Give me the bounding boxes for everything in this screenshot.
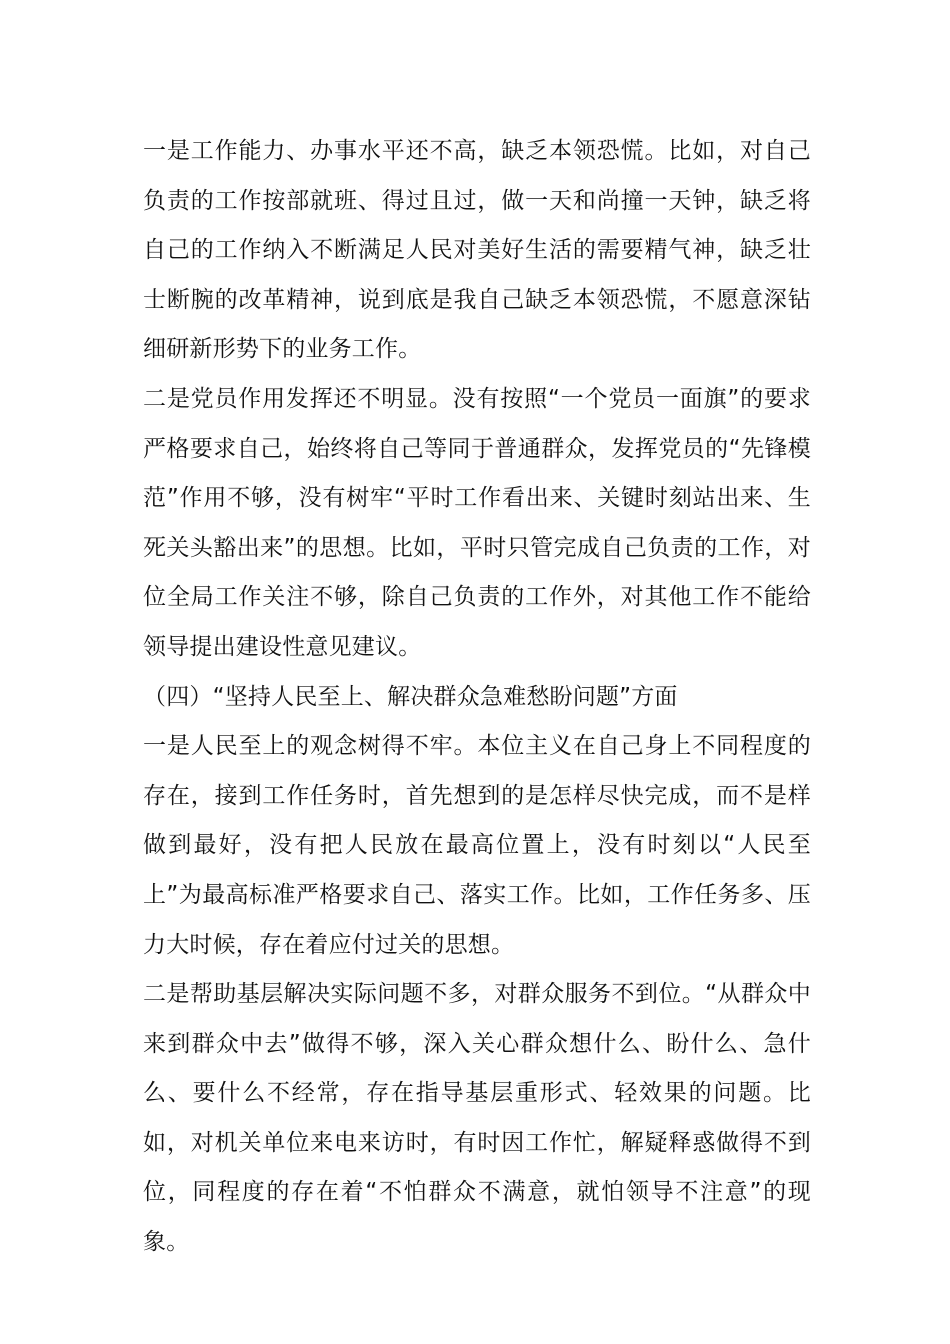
section-heading-people-first: （四）“坚持人民至上、解决群众急难愁盼问题”方面 [143, 683, 678, 710]
document-body [143, 127, 811, 1268]
paragraph-work-ability: 一是工作能力、办事水平还不高，缺乏本领恐慌。比如，对自己负责的工作按部就班、得过且过，做一天和尚撞一天钟，缺乏将自己的工作纳入不断满足人民对美好生活的需要精气神，缺乏壮士断腕的改革精神，说到底是我自己缺乏本领恐慌，不愿意深钻细研新形势下的业务工作。 [143, 138, 811, 363]
paragraph-grassroots-service: 二是帮助基层解决实际问题不多，对群众服务不到位。“从群众中来到群众中去”做得不够，深入关心群众想什么、盼什么、急什么、要什么不经常，存在指导基层重形式、轻效果的问题。比如，对机关单位来电来访时，有时因工作忙，解疑释惑做得不到位，同程度的存在着“不怕群众不满意，就怕领导不注意”的现象。 [143, 981, 811, 1256]
paragraph-people-first-concept: 一是人民至上的观念树得不牢。本位主义在自己身上不同程度的存在，接到工作任务时，首先想到的是怎样尽快完成，而不是样做到最好，没有把人民放在最高位置上，没有时刻以“人民至上”为最高标准严格要求自己、落实工作。比如，工作任务多、压力大时候，存在着应付过关的思想。 [143, 733, 811, 958]
paragraph-party-member-role: 二是党员作用发挥还不明显。没有按照“一个党员一面旗”的要求严格要求自己，始终将自己等同于普通群众，发挥党员的“先锋模范”作用不够，没有树牢“平时工作看出来、关键时刻站出来、生死关头豁出来”的思想。比如，平时只管完成自己负责的工作，对位全局工作关注不够，除自己负责的工作外，对其他工作不能给领导提出建设性意见建议。 [143, 385, 811, 660]
